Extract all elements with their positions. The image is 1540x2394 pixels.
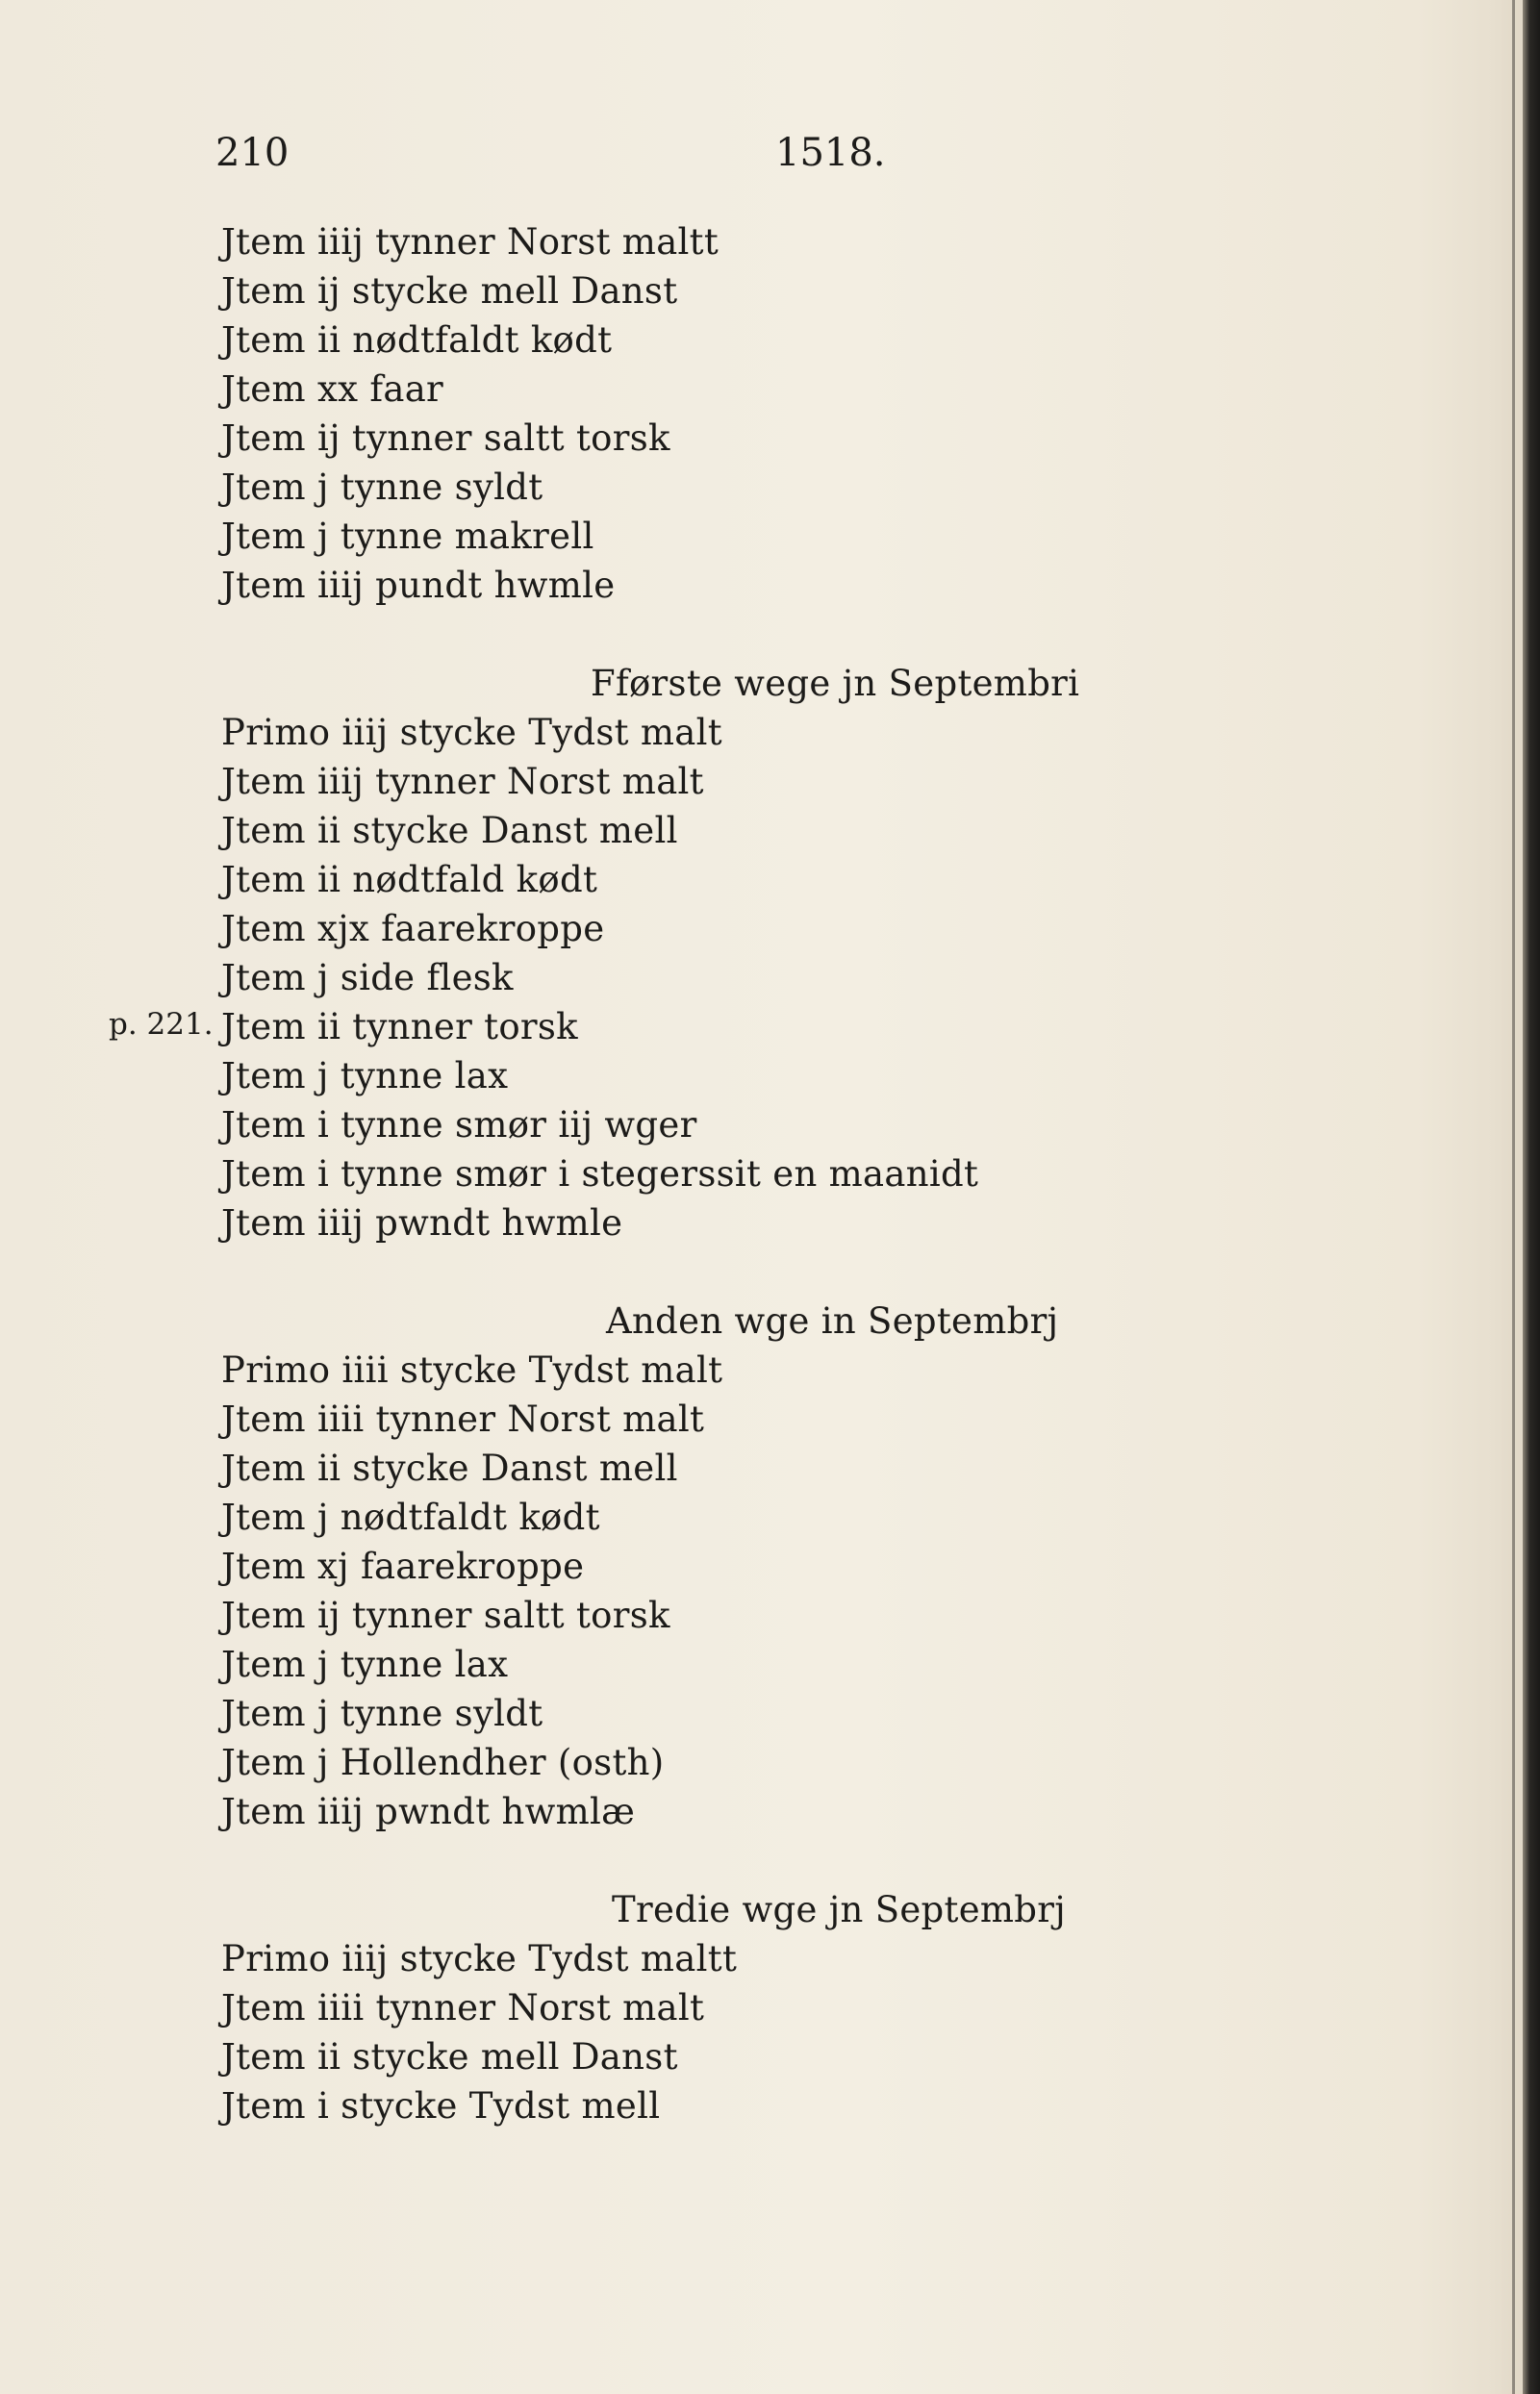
entry-line: Jtem ii tynner torsk [221,1006,578,1047]
entry-line: Primo iiij stycke Tydst maltt [221,1938,738,1979]
section-heading: Tredie wge jn Septembrj [612,1889,1067,1930]
entry-line: Jtem ii stycke Danst mell [221,1448,678,1489]
running-head-year: 1518. [775,131,886,175]
section-third-week [221,1885,1376,2130]
entry-line: Jtem j tynne makrell [221,516,594,557]
entry-line: Jtem ii nødtfaldt kødt [221,319,613,361]
section-heading: Anden wge in Septembrj [606,1300,1059,1342]
entry-line: Jtem i stycke Tydst mell [221,2085,661,2127]
entry-line: Jtem j Hollendher (osth) [221,1742,665,1783]
page-gutter-line [1512,0,1515,2394]
entry-line: Jtem ii stycke Danst mell [221,810,678,851]
entry-line: Jtem iiij tynner Norst malt [221,761,704,802]
entry-line: Jtem i tynne smør i stegerssit en maanidt [221,1153,979,1195]
entry-line: Jtem ii nødtfald kødt [221,859,598,900]
entry-line: Jtem iiii tynner Norst malt [221,1399,705,1440]
entry-line: Jtem j tynne lax [221,1644,509,1685]
page-header [215,131,947,175]
entry-line: Jtem ij stycke mell Danst [221,270,678,312]
entry-line: Jtem ii stycke mell Danst [221,2036,678,2078]
scan-border [1523,0,1540,2394]
entry-line: Jtem i tynne smør iij wger [221,1104,697,1146]
margin-page-reference: p. 221. [109,1007,214,1042]
entry-line: Jtem xx faar [221,368,444,410]
entry-line: Jtem j nødtfaldt kødt [221,1497,600,1538]
entry-line: Jtem ij tynner saltt torsk [221,1595,670,1636]
section-first-week [221,659,1376,1247]
entry-line: Jtem ij tynner saltt torsk [221,417,670,459]
entry-line: Jtem iiij tynner Norst maltt [221,221,720,263]
entry-line: Jtem j tynne lax [221,1055,509,1096]
entry-line: Jtem iiii tynner Norst malt [221,1987,705,2029]
section-heading: Fførste wege jn Septembri [591,663,1080,704]
entry-line: Jtem iiij pundt hwmle [221,565,616,606]
intro-entries [221,217,1376,610]
entry-line: Jtem xjx faarekroppe [221,908,605,949]
entry-line: Jtem j side flesk [221,957,514,998]
section-second-week [221,1297,1376,1836]
entry-line: Jtem xj faarekroppe [221,1546,585,1587]
page-number: 210 [215,131,290,175]
account-text [221,217,1376,2130]
entry-line: Jtem iiij pwndt hwmle [221,1202,623,1244]
entry-line: Jtem j tynne syldt [221,1693,543,1734]
entry-line: Primo iiii stycke Tydst malt [221,1349,723,1391]
entry-line: Primo iiij stycke Tydst malt [221,712,722,753]
entry-line: Jtem iiij pwndt hwmlæ [221,1791,636,1832]
entry-line: Jtem j tynne syldt [221,466,543,508]
